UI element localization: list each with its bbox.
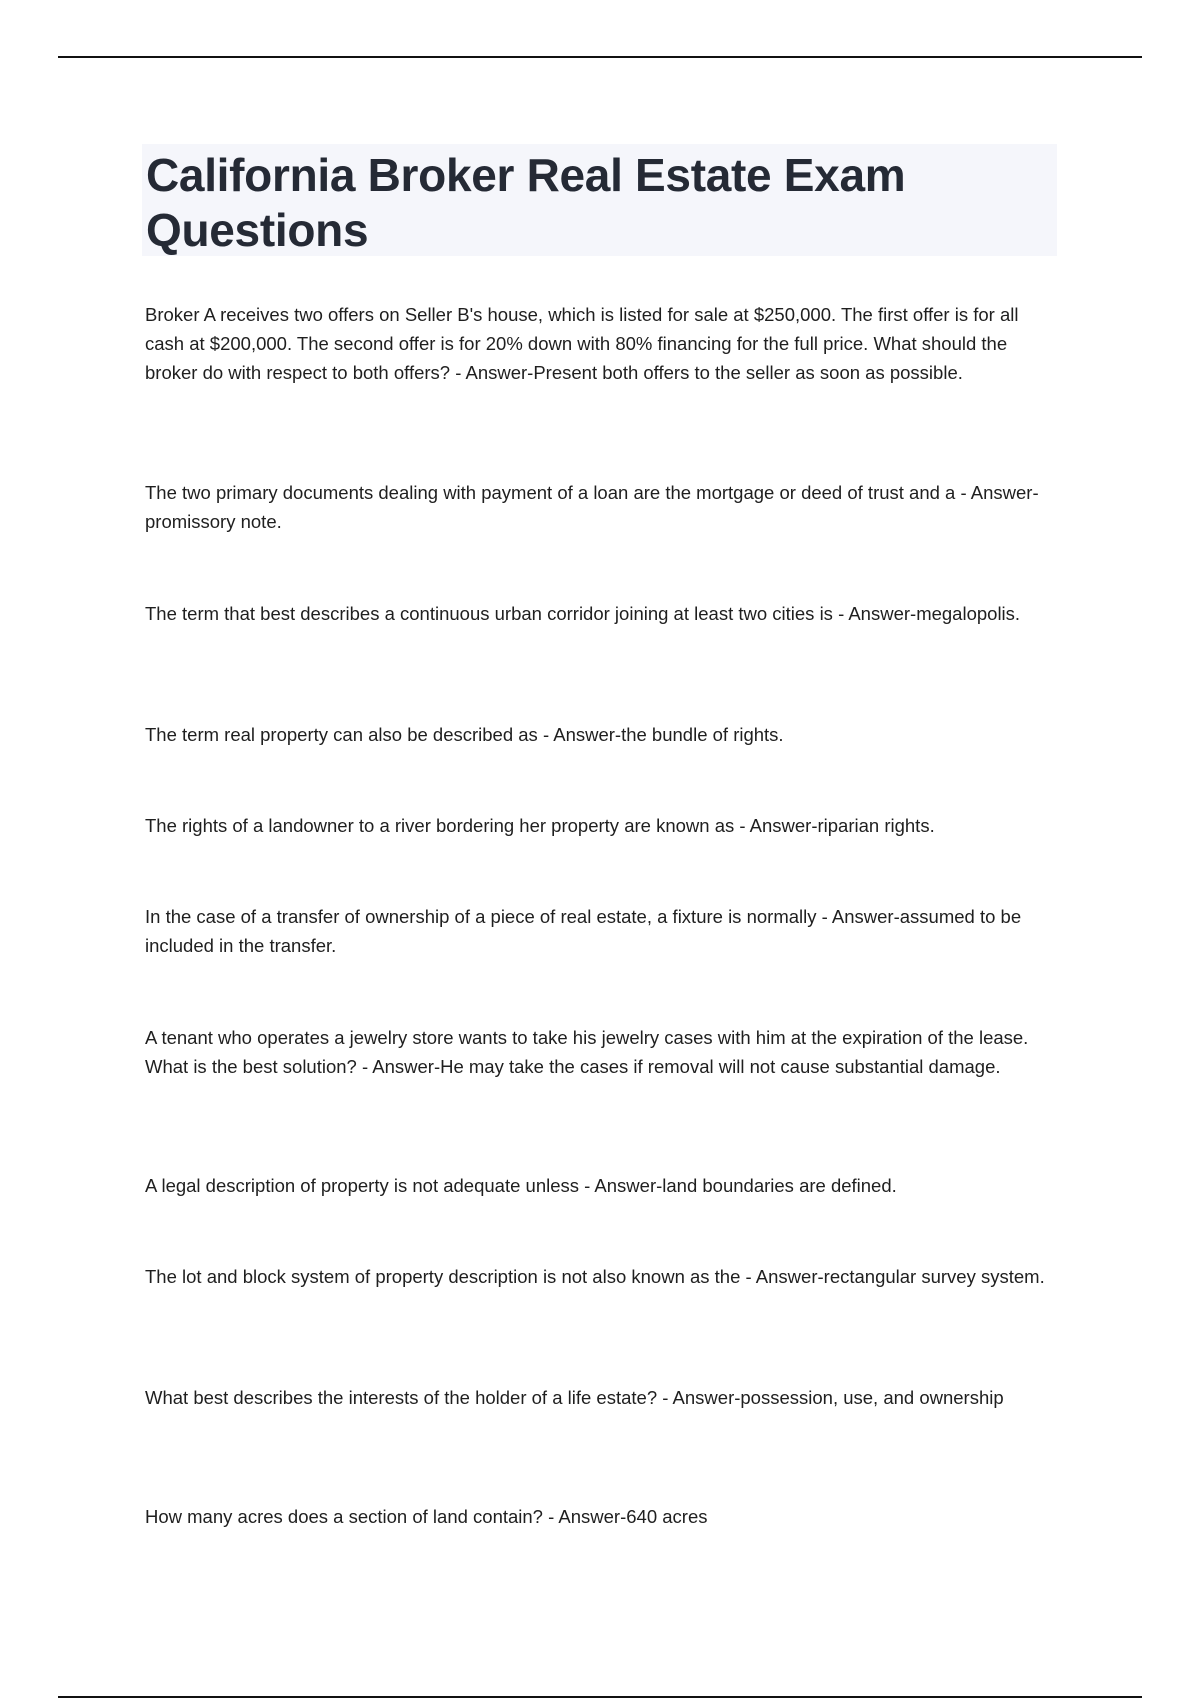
qa-item-7: A tenant who operates a jewelry store wants to take his jewelry cases with him at the expiration of the lease. What is the best solution? - Answer-He may take the cases if removal will not cause substantial damage. <box>145 1027 1029 1077</box>
qa-item-5: The rights of a landowner to a river bordering her property are known as - Answer-riparian rights. <box>145 815 935 836</box>
qa-item-11: How many acres does a section of land contain? - Answer-640 acres <box>145 1506 708 1527</box>
page-title: California Broker Real Estate Exam Questions <box>146 149 906 256</box>
page-top-rule <box>58 56 1142 58</box>
qa-item-4: The term real property can also be described as - Answer-the bundle of rights. <box>145 724 784 745</box>
qa-item-10: What best describes the interests of the holder of a life estate? - Answer-possession, use, and ownership <box>145 1387 1004 1408</box>
title-banner <box>142 144 1057 256</box>
qa-item-8: A legal description of property is not adequate unless - Answer-land boundaries are defined. <box>145 1175 897 1196</box>
qa-item-9: The lot and block system of property description is not also known as the - Answer-rectangular survey system. <box>145 1266 1045 1287</box>
qa-item-6: In the case of a transfer of ownership of a piece of real estate, a fixture is normally - Answer-assumed to be included in the transfer. <box>145 906 1022 956</box>
qa-item-2: The two primary documents dealing with payment of a loan are the mortgage or deed of trust and a - Answer-promissory note. <box>145 482 1039 532</box>
qa-item-3: The term that best describes a continuous urban corridor joining at least two cities is - Answer-megalopolis. <box>145 603 1021 624</box>
page-bottom-rule <box>58 1696 1142 1698</box>
qa-item-1: Broker A receives two offers on Seller B's house, which is listed for sale at $250,000. The first offer is for all cash at $200,000. The second offer is for 20% down with 80% financing for the full price. What should the broker do with respect to both offers? - Answer-Present both offers to the seller as soon as possible. <box>145 304 1019 383</box>
